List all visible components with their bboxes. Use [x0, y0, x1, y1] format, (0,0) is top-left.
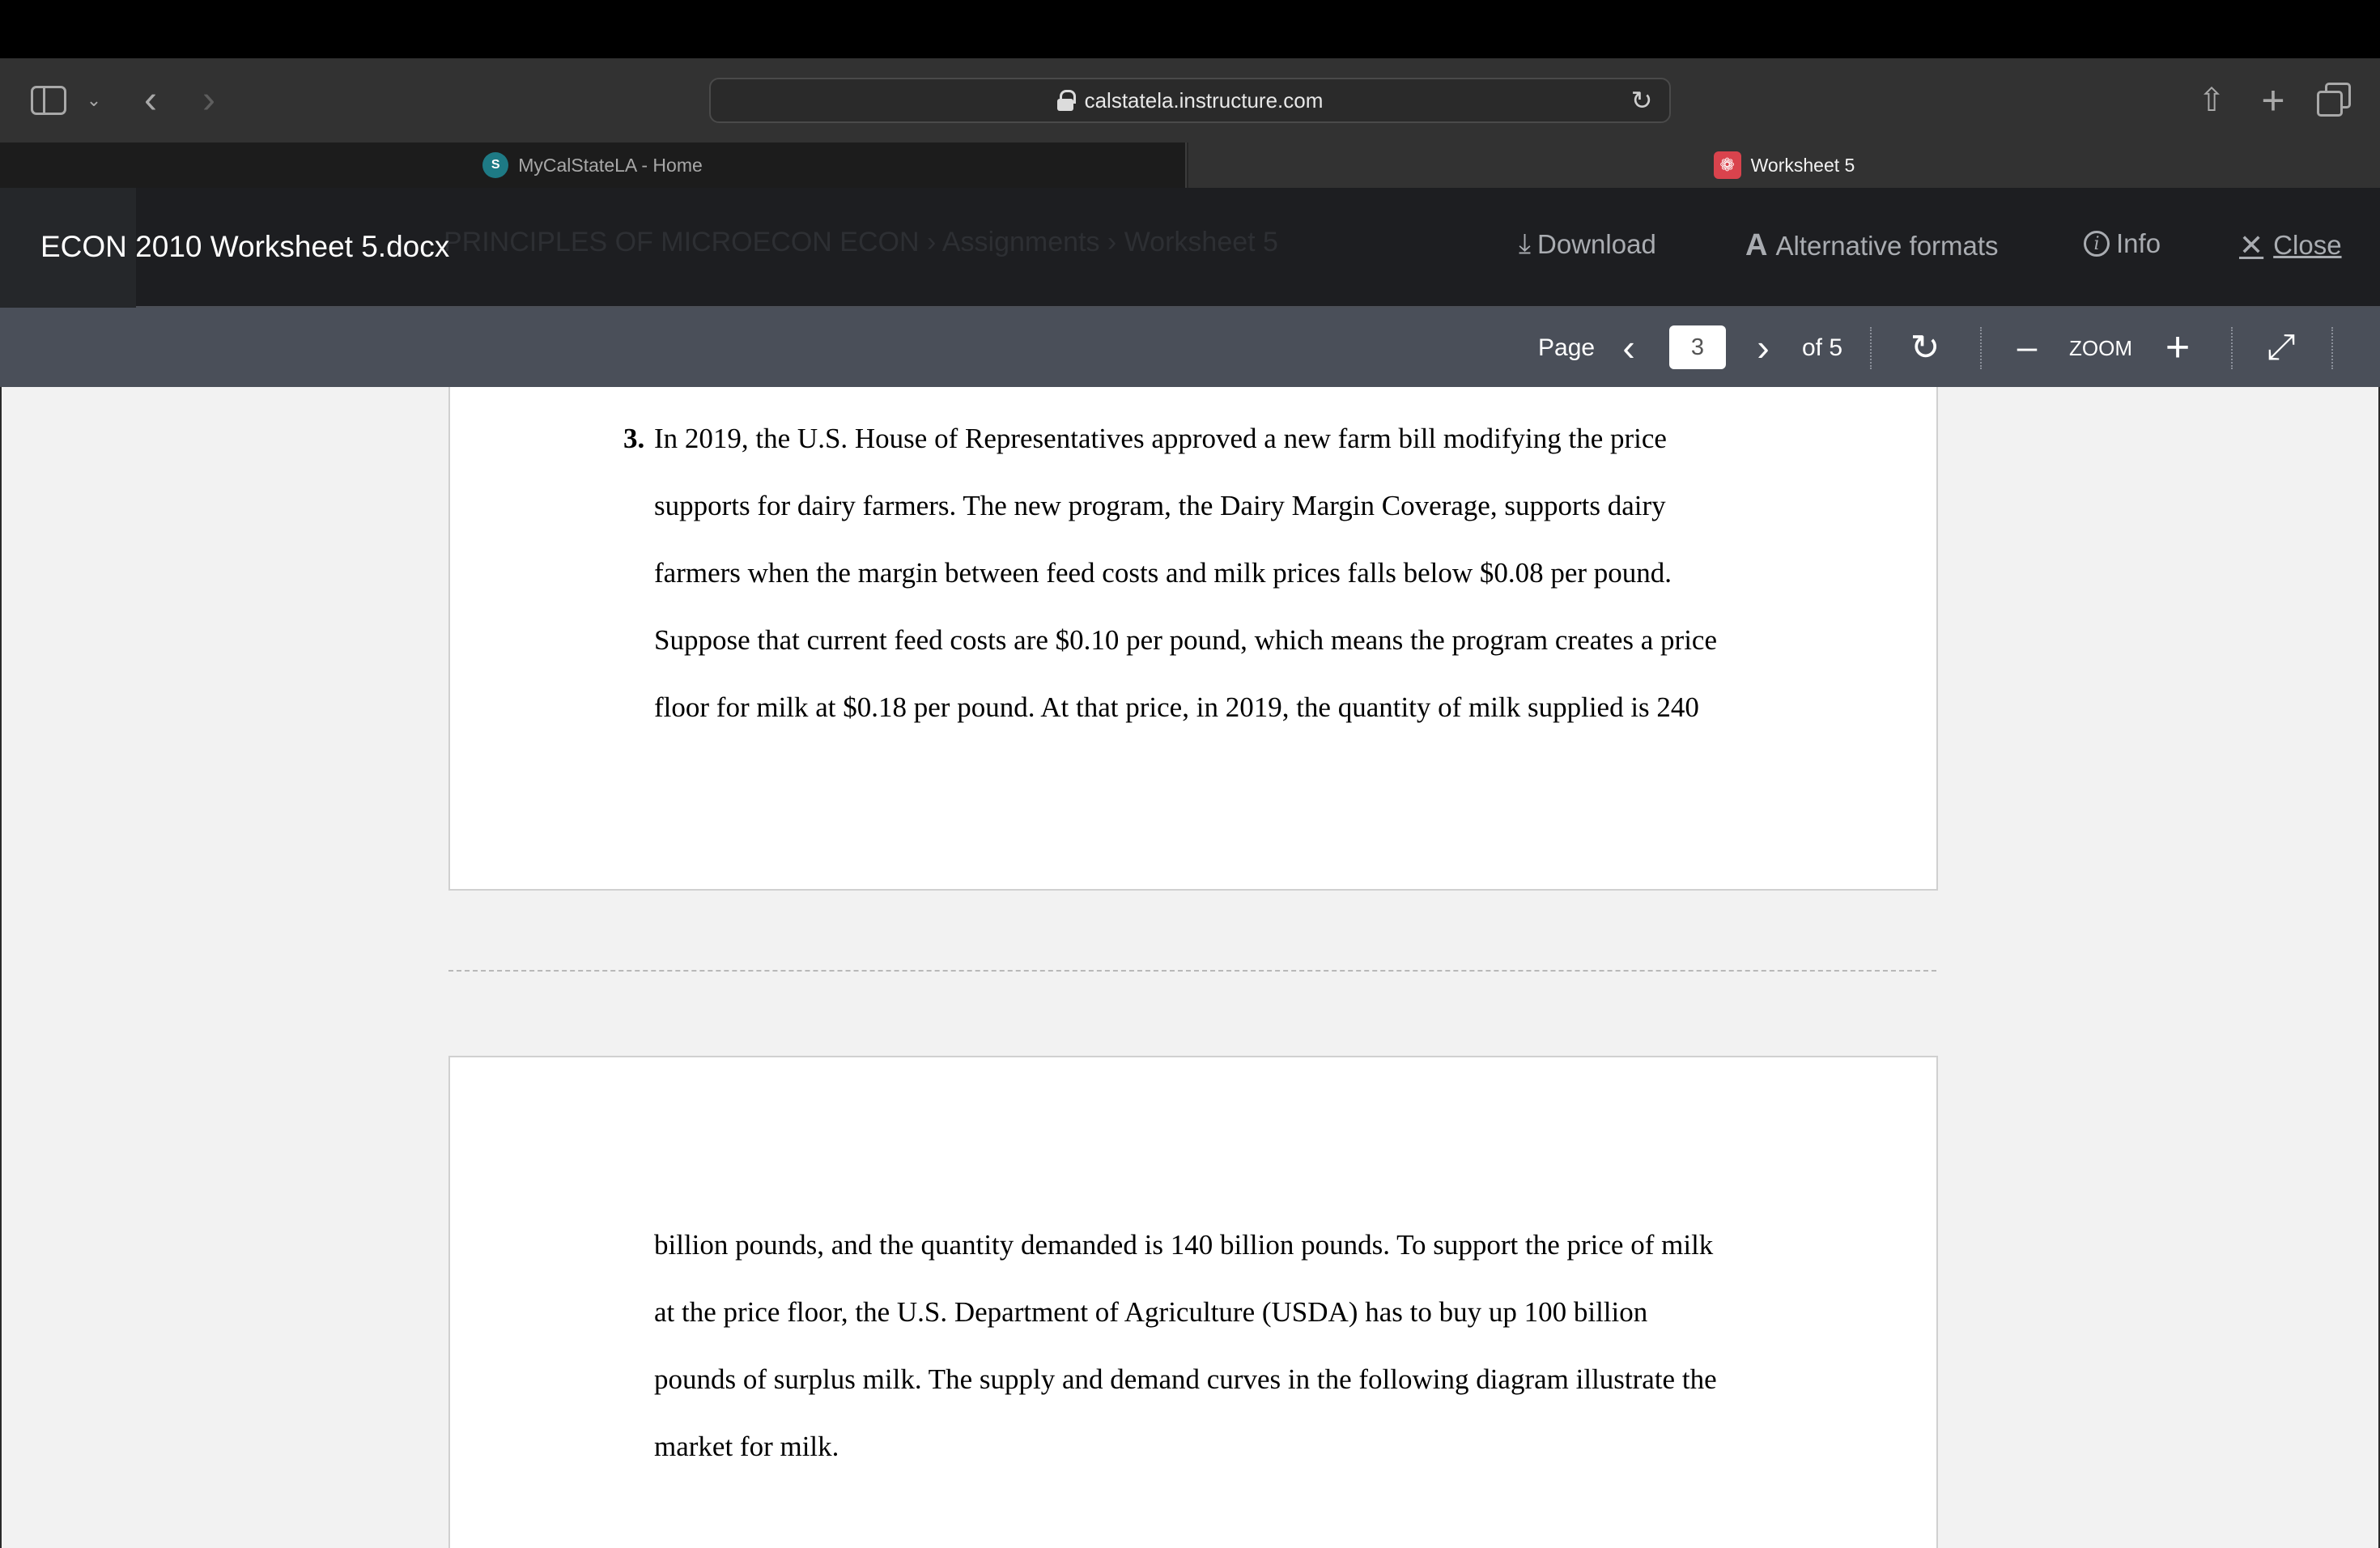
tab-label: MyCalStateLA - Home — [518, 154, 703, 176]
divider — [1980, 327, 1982, 369]
tab-worksheet-5[interactable] — [1188, 142, 2380, 188]
new-tab-button[interactable]: + — [2261, 78, 2285, 123]
info-icon: i — [2084, 231, 2110, 257]
share-icon[interactable]: ⇧ — [2198, 83, 2225, 118]
document-title: ECON 2010 Worksheet 5.docx — [40, 230, 450, 263]
reload-icon[interactable]: ↻ — [1630, 86, 1653, 115]
rotate-icon[interactable]: ↻ — [1910, 327, 1940, 368]
text-line: In 2019, the U.S. House of Representatives approved a new farm bill modifying the price — [654, 423, 1667, 454]
text-line: supports for dairy farmers. The new program, the Dairy Margin Coverage, supports dairy — [654, 490, 1666, 521]
browser-toolbar — [0, 58, 2380, 142]
divider — [1870, 327, 1872, 369]
divider — [2231, 327, 2233, 369]
address-bar[interactable] — [709, 78, 1671, 123]
text-line: market for milk. — [654, 1431, 839, 1462]
next-page-button[interactable]: › — [1757, 326, 1770, 368]
chevron-down-icon[interactable]: ⌄ — [86, 90, 102, 110]
top-black-bar — [0, 0, 2380, 58]
question-number: 3. — [623, 423, 645, 454]
page-label: Page — [1538, 334, 1596, 361]
document-page-4 — [448, 1056, 1938, 1548]
alternative-formats-button[interactable]: A Alternative formats — [1745, 228, 1999, 262]
background-breadcrumb: PRINCIPLES OF MICROECON ECON › Assignments › Worksheet 5 — [444, 227, 1278, 257]
document-canvas[interactable] — [0, 387, 2380, 1548]
divider — [2331, 327, 2333, 369]
text-line: billion pounds, and the quantity demanded is 140 billion pounds. To support the price of milk — [654, 1229, 1714, 1261]
text-line: farmers when the margin between feed costs and milk prices falls below $0.08 per pound. — [654, 557, 1672, 589]
page-count: of 5 — [1802, 334, 1843, 361]
question-paragraph — [623, 405, 1717, 741]
zoom-label: ZOOM — [2069, 335, 2132, 360]
info-button[interactable]: i Info — [2084, 228, 2161, 259]
zoom-out-button[interactable]: – — [2017, 327, 2038, 367]
canvas-favicon-icon: ❁ — [1714, 151, 1741, 179]
download-button[interactable]: ⤓ Download — [1519, 228, 1656, 259]
url-text: calstatela.instructure.com — [1084, 87, 1324, 113]
sidebar-toggle-icon[interactable] — [31, 86, 66, 115]
page-number-input[interactable] — [1669, 325, 1726, 369]
close-button[interactable]: ✕ Close — [2239, 228, 2342, 262]
text-line: Suppose that current feed costs are $0.10 per pound, which means the program creates a price — [654, 624, 1717, 656]
forward-button[interactable]: › — [202, 79, 215, 121]
back-button[interactable]: ‹ — [144, 79, 157, 121]
tab-overview-icon[interactable] — [2317, 83, 2351, 117]
fullscreen-icon[interactable]: ⤢ — [2267, 327, 2296, 367]
question-paragraph-continued — [654, 1211, 1717, 1480]
document-page-3 — [448, 387, 1938, 891]
ally-logo-icon: A — [1745, 228, 1768, 262]
download-icon: ⤓ — [1519, 228, 1532, 259]
tab-label: Worksheet 5 — [1750, 154, 1855, 176]
text-line: floor for milk at $0.18 per pound. At that price, in 2019, the quantity of milk supplied is 240 — [654, 691, 1699, 723]
close-icon: ✕ — [2239, 228, 2264, 262]
page-toolbar — [0, 308, 2380, 387]
previous-page-button[interactable]: ‹ — [1622, 326, 1635, 368]
text-line: at the price floor, the U.S. Department of Agriculture (USDA) has to buy up 100 billion — [654, 1296, 1648, 1328]
zoom-in-button[interactable]: + — [2165, 324, 2191, 371]
tab-mycalstatela[interactable] — [0, 142, 1187, 188]
file-viewer-header — [0, 188, 2380, 308]
page-break-divider — [448, 970, 1936, 972]
lock-icon — [1057, 90, 1073, 111]
tab-bar — [0, 142, 2380, 188]
sharepoint-favicon-icon: S — [482, 152, 508, 178]
text-line: pounds of surplus milk. The supply and demand curves in the following diagram illustrate the — [654, 1363, 1717, 1395]
